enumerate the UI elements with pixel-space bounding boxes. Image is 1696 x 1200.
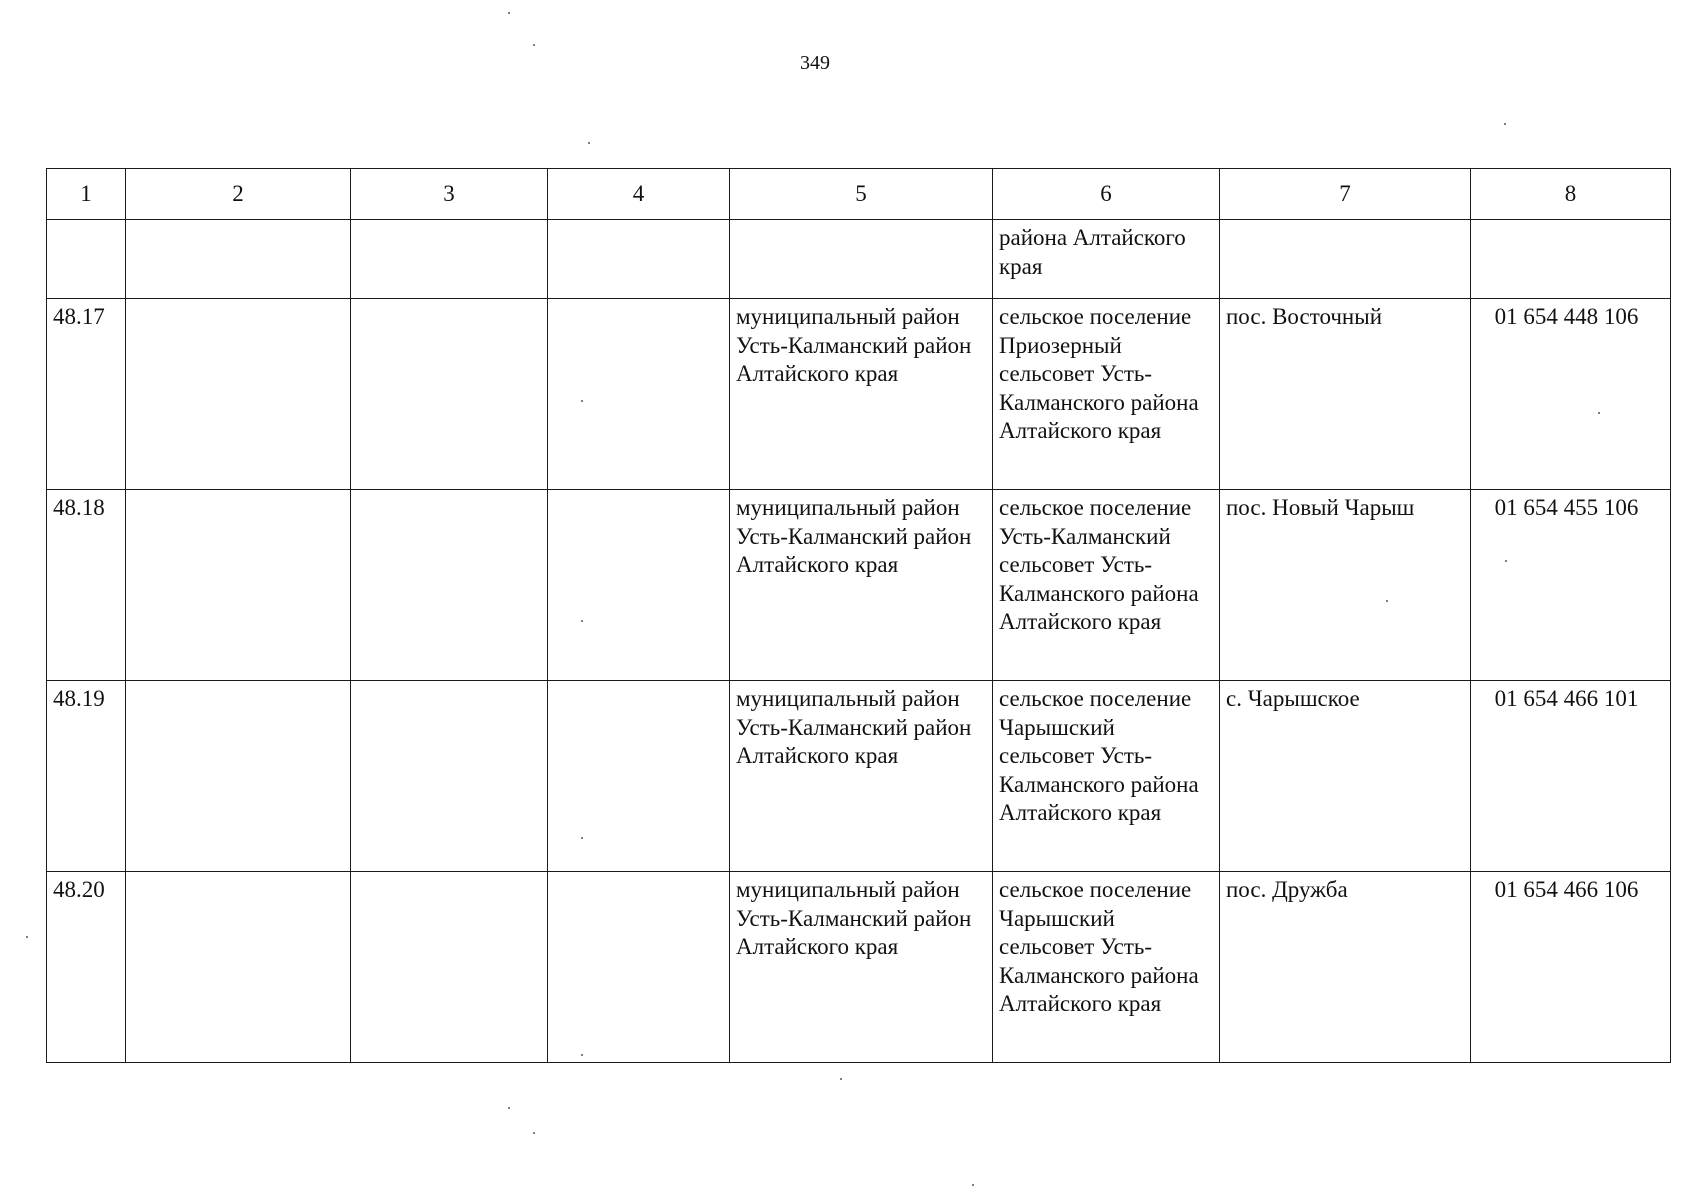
header-col-1: 1 [47, 169, 126, 220]
scan-speck [588, 142, 590, 144]
cell-number: 48.17 [47, 299, 126, 490]
scan-speck [508, 1107, 510, 1109]
table-body [47, 220, 1671, 1063]
cell-col-2 [126, 220, 351, 299]
cell-municipal-district: муниципальный район Усть-Калманский район Алтайского края [730, 681, 993, 872]
cell-number: 48.19 [47, 681, 126, 872]
table-row [47, 681, 1671, 872]
cell-settlement: района Алтайского края [993, 220, 1220, 299]
cell-col-4 [548, 299, 730, 490]
cell-number: 48.20 [47, 872, 126, 1063]
cell-code: 01 654 466 101 [1471, 681, 1671, 872]
cell-locality: пос. Дружба [1220, 872, 1471, 1063]
scan-speck [1504, 123, 1506, 125]
cell-municipal-district: муниципальный район Усть-Калманский район Алтайского края [730, 299, 993, 490]
header-col-7: 7 [1220, 169, 1471, 220]
cell-code: 01 654 448 106 [1471, 299, 1671, 490]
scan-speck [26, 936, 28, 938]
cell-code: 01 654 466 106 [1471, 872, 1671, 1063]
cell-col-3 [351, 299, 548, 490]
registry-table [46, 168, 1671, 1063]
cell-col-4 [548, 490, 730, 681]
cell-col-4 [548, 220, 730, 299]
cell-col-4 [548, 872, 730, 1063]
cell-municipal-district: муниципальный район Усть-Калманский район Алтайского края [730, 872, 993, 1063]
table-row [47, 872, 1671, 1063]
header-col-5: 5 [730, 169, 993, 220]
cell-col-3 [351, 490, 548, 681]
header-row [47, 169, 1671, 220]
cell-settlement: сельское поселение Чарышский сельсовет Усть-Калманского района Алтайского края [993, 872, 1220, 1063]
table-header [47, 169, 1671, 220]
cell-number [47, 220, 126, 299]
scan-speck [533, 44, 535, 46]
cell-settlement: сельское поселение Приозерный сельсовет Усть-Калманского района Алтайского края [993, 299, 1220, 490]
scan-speck [533, 1132, 535, 1134]
cell-col-2 [126, 872, 351, 1063]
cell-locality: пос. Восточный [1220, 299, 1471, 490]
header-col-4: 4 [548, 169, 730, 220]
header-col-6: 6 [993, 169, 1220, 220]
cell-col-2 [126, 299, 351, 490]
table-row [47, 490, 1671, 681]
scan-speck [508, 12, 510, 14]
cell-col-3 [351, 681, 548, 872]
cell-col-3 [351, 872, 548, 1063]
cell-municipal-district [730, 220, 993, 299]
cell-settlement: сельское поселение Усть-Калманский сельсовет Усть-Калманского района Алтайского края [993, 490, 1220, 681]
header-col-3: 3 [351, 169, 548, 220]
cell-locality: с. Чарышское [1220, 681, 1471, 872]
cell-settlement: сельское поселение Чарышский сельсовет Усть-Калманского района Алтайского края [993, 681, 1220, 872]
cell-locality: пос. Новый Чарыш [1220, 490, 1471, 681]
cell-number: 48.18 [47, 490, 126, 681]
cell-col-4 [548, 681, 730, 872]
cell-locality [1220, 220, 1471, 299]
table-row [47, 299, 1671, 490]
cell-col-3 [351, 220, 548, 299]
scan-speck [972, 1184, 974, 1186]
page-number: 349 [800, 52, 830, 74]
cell-code: 01 654 455 106 [1471, 490, 1671, 681]
header-col-8: 8 [1471, 169, 1671, 220]
table-row-continuation [47, 220, 1671, 299]
cell-col-2 [126, 681, 351, 872]
header-col-2: 2 [126, 169, 351, 220]
cell-code [1471, 220, 1671, 299]
cell-municipal-district: муниципальный район Усть-Калманский район Алтайского края [730, 490, 993, 681]
cell-col-2 [126, 490, 351, 681]
scan-speck [840, 1078, 842, 1080]
